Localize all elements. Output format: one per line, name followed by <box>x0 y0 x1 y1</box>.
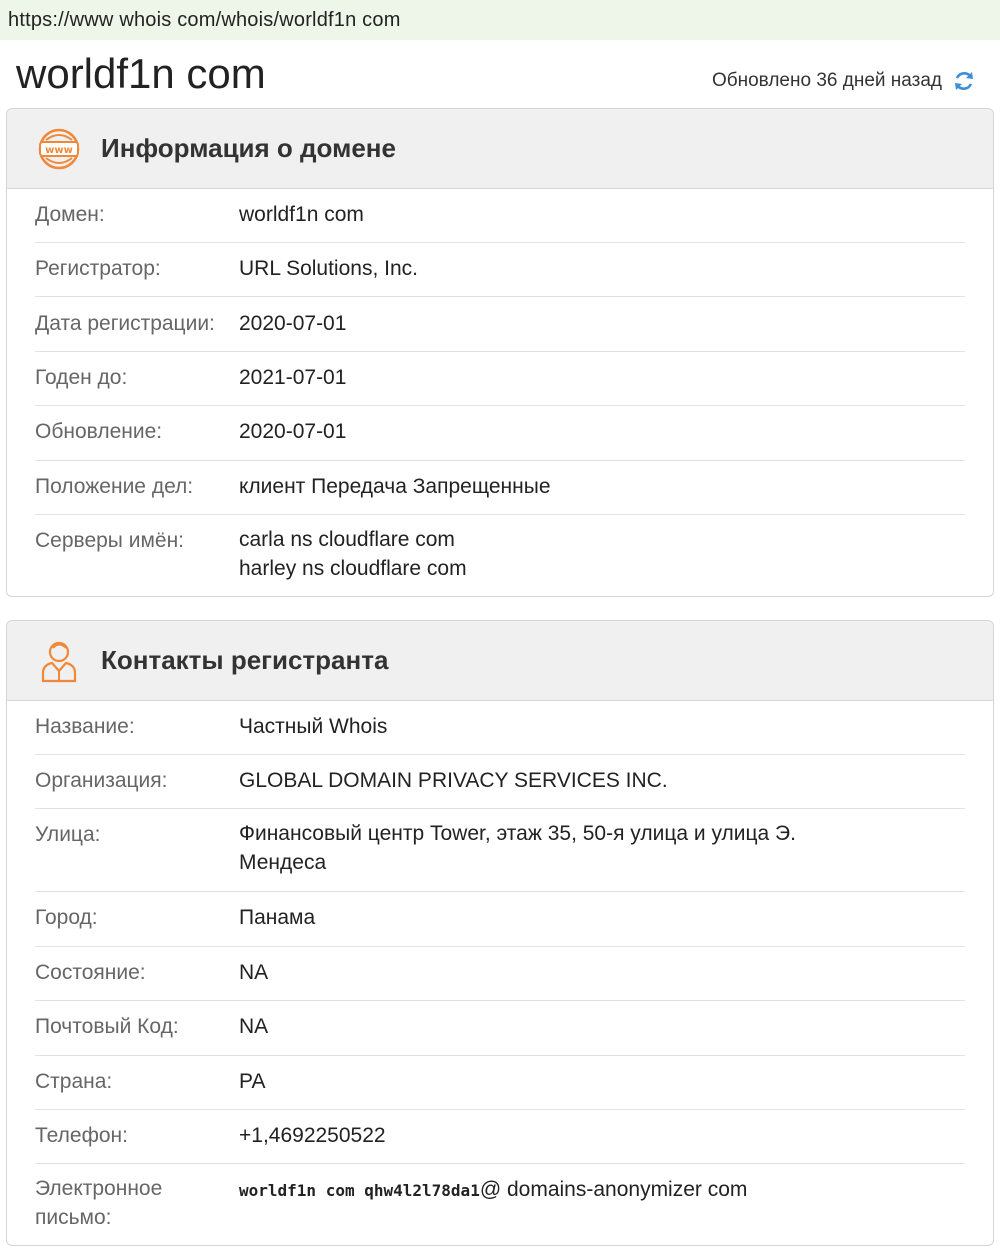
row-label: Обновление: <box>35 420 163 443</box>
contact-row-email <box>35 1164 965 1246</box>
contact-row-postal <box>35 1001 965 1056</box>
row-value: worldf1n com <box>239 203 364 226</box>
row-label: Дата регистрации: <box>35 312 215 335</box>
registrant-header <box>7 621 993 701</box>
updated-status <box>712 66 976 96</box>
row-label: Электронное письмо: <box>35 1177 163 1229</box>
contact-row-street <box>35 809 965 892</box>
info-row-expires <box>35 352 965 406</box>
info-row-domain <box>35 189 965 243</box>
info-row-registrar <box>35 243 965 297</box>
contact-row-phone <box>35 1110 965 1164</box>
row-label: Состояние: <box>35 961 146 984</box>
svg-text:www: www <box>45 144 73 156</box>
contact-row-country <box>35 1056 965 1110</box>
row-value: Панама <box>239 906 316 929</box>
page-title: worldf1n com <box>16 50 266 97</box>
domain-info-title: Информация о домене <box>101 133 396 163</box>
email-user: worldf1n com qhw4l2l78da1 <box>239 1181 480 1200</box>
row-label: Домен: <box>35 203 105 226</box>
row-label: Почтовый Код: <box>35 1015 179 1038</box>
row-value: 2020-07-01 <box>239 312 347 335</box>
row-value: 2021-07-01 <box>239 366 347 389</box>
row-label: Серверы имён: <box>35 529 185 552</box>
registrant-title: Контакты регистранта <box>101 645 389 675</box>
contact-row-org <box>35 755 965 809</box>
updated-label: Обновлено 36 дней назад <box>711 70 942 91</box>
contact-row-state <box>35 947 965 1001</box>
address-bar[interactable]: https://www whois com/whois/worldf1n com <box>0 0 1000 40</box>
contact-row-name <box>35 701 965 755</box>
row-label: Положение дел: <box>35 475 194 498</box>
row-value: NA <box>239 961 269 984</box>
info-row-registered <box>35 297 965 352</box>
row-value: Финансовый центр Tower, этаж 35, 50-я улица и улица Э. Мендеса <box>239 822 796 874</box>
row-value: PA <box>239 1070 266 1093</box>
registrant-card <box>6 620 994 1246</box>
row-label: Страна: <box>35 1070 113 1093</box>
domain-info-card <box>6 108 994 597</box>
row-label: Город: <box>35 906 98 929</box>
row-label: Улица: <box>35 823 101 846</box>
row-label: Название: <box>35 715 135 738</box>
user-icon <box>35 637 83 685</box>
email-value[interactable] <box>239 1178 965 1202</box>
row-value: GLOBAL DOMAIN PRIVACY SERVICES INC. <box>239 769 668 792</box>
row-value: 2020-07-01 <box>239 420 347 443</box>
row-value: URL Solutions, Inc. <box>239 257 418 280</box>
row-value: NA <box>239 1015 269 1038</box>
domain-info-header <box>7 109 993 189</box>
row-value: клиент Передача Запрещенные <box>239 475 551 498</box>
email-domain: @ domains-anonymizer com <box>479 1178 748 1201</box>
row-value: +1,4692250522 <box>239 1124 386 1147</box>
info-row-status <box>35 461 965 515</box>
row-label: Организация: <box>35 769 168 792</box>
nameserver-1: carla ns cloudflare com <box>239 528 455 551</box>
contact-row-city <box>35 892 965 947</box>
row-label: Годен до: <box>35 366 128 389</box>
row-value: Частный Whois <box>239 715 388 738</box>
www-icon <box>35 125 83 173</box>
row-label: Телефон: <box>35 1124 128 1147</box>
refresh-icon[interactable] <box>952 69 976 93</box>
nameserver-2: harley ns cloudflare com <box>239 557 467 580</box>
row-label: Регистратор: <box>35 257 161 280</box>
info-row-updated <box>35 406 965 461</box>
info-row-nameservers <box>35 515 965 597</box>
